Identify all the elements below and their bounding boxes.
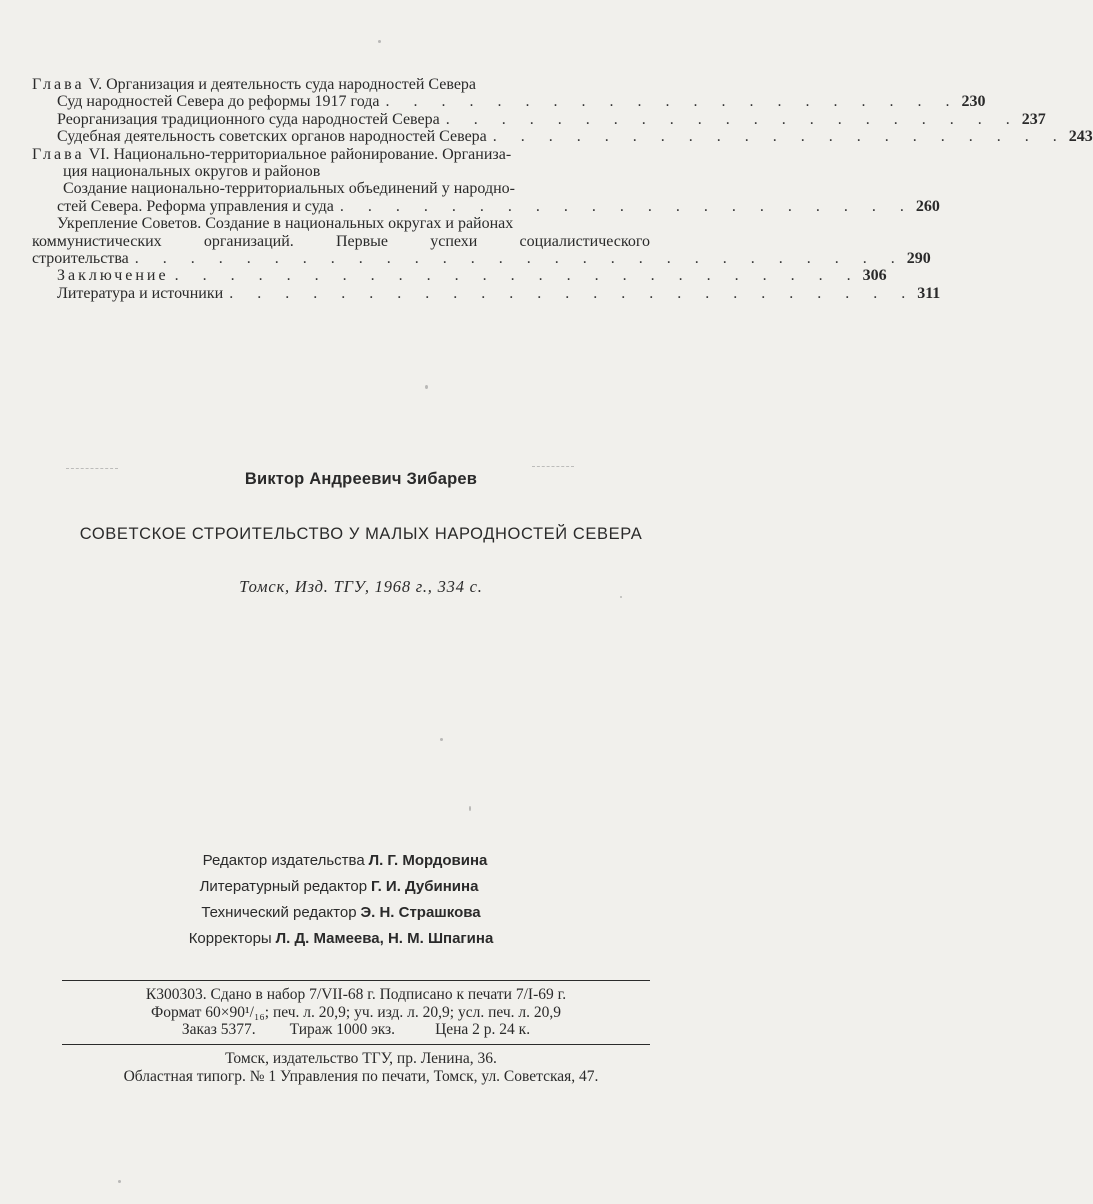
toc-entry-title: Литература и источники <box>57 284 224 302</box>
price: Цена 2 р. 24 к. <box>435 1021 531 1038</box>
credit-row <box>0 904 686 922</box>
paper-speck <box>378 40 381 43</box>
toc-page-number: 243 <box>1068 128 1093 146</box>
toc-page-number: 311 <box>917 284 941 302</box>
toc-entry-title: Реорганизация традиционного суда народностей Севера <box>57 110 440 128</box>
toc-page-number: 290 <box>906 250 931 268</box>
toc-entry <box>32 128 1093 146</box>
toc-entry-title-continued: коммунистических организаций. Первые успехи социалистического <box>32 232 650 250</box>
divider-rule <box>62 1044 650 1045</box>
credit-role: Корректоры <box>188 930 272 947</box>
toc-entry <box>32 267 887 285</box>
credit-row <box>0 852 690 870</box>
table-of-contents <box>32 76 1093 302</box>
toc-page-number: 237 <box>1021 110 1046 128</box>
toc-entry-title: Судебная деятельность советских органов народностей Севера <box>57 128 487 146</box>
toc-entry-title-continued: строительства <box>32 250 129 268</box>
toc-entry-title-continued: стей Севера. Реформа управления и суда <box>57 197 334 215</box>
publication-info: Томск, Изд. ТГУ, 1968 г., 334 с. <box>239 577 483 596</box>
toc-entry-title: Суд народностей Севера до реформы 1917 года <box>57 93 380 111</box>
toc-entry <box>32 93 986 111</box>
paper-mark <box>66 468 118 469</box>
book-author: Виктор Андреевич Зибарев <box>244 470 478 488</box>
paper-speck <box>620 596 622 598</box>
credit-name: Л. Г. Мордовина <box>368 852 488 869</box>
print-details-line <box>62 1021 650 1039</box>
toc-entry-title: Заключение <box>57 267 169 285</box>
toc-leader-dots: . . . . . . . . . . . . . . . . . . . . . <box>385 93 960 111</box>
paper-speck <box>425 385 428 389</box>
order-number: Заказ 5377. <box>181 1021 256 1038</box>
credit-name: Э. Н. Страшкова <box>360 904 481 921</box>
publisher-address: Томск, издательство ТГУ, пр. Ленина, 36. <box>225 1050 497 1067</box>
toc-leader-dots: . . . . . . . . . . . . . . . . . . . . . <box>339 197 914 215</box>
paper-speck <box>118 1180 121 1183</box>
toc-page-number: 260 <box>915 197 940 215</box>
toc-leader-dots: . . . . . . . . . . . . . . . . . . . . . . . . . <box>229 284 916 302</box>
credit-name: Г. И. Дубинина <box>370 878 479 895</box>
toc-leader-dots: . . . . . . . . . . . . . . . . . . . . . . . . . . . . <box>134 250 905 268</box>
toc-entry-title: Создание национально-территориальных объединений у народно- <box>63 180 515 198</box>
toc-entry <box>32 284 941 302</box>
publisher-footer <box>0 1050 722 1086</box>
credit-role: Технический редактор <box>201 904 357 921</box>
print-details <box>62 986 650 1039</box>
toc-page-number: 306 <box>862 267 887 285</box>
print-details-line: К300303. Сдано в набор 7/VII-68 г. Подписано к печати 7/I-69 г. <box>145 986 567 1003</box>
printer-address: Областная типогр. № 1 Управления по печати, Томск, ул. Советская, 47. <box>123 1068 599 1085</box>
credit-role: Литературный редактор <box>199 878 368 895</box>
toc-leader-dots: . . . . . . . . . . . . . . . . . . . . . . . . . <box>174 267 861 285</box>
toc-entry <box>32 250 931 268</box>
chapter-title: VI. Национально-территориальное районирование. Организа- <box>88 145 512 163</box>
paper-speck <box>440 738 443 741</box>
toc-leader-dots: . . . . . . . . . . . . . . . . . . . . . <box>445 110 1020 128</box>
chapter-label: Глава <box>32 145 85 163</box>
print-details-line: Формат 60×90¹/₁₆; печ. л. 20,9; уч. изд. л. 20,9; усл. печ. л. 20,9 <box>150 1003 562 1021</box>
toc-entry-title: Укрепление Советов. Создание в национальных округах и районах <box>57 215 514 233</box>
credit-name: Л. Д. Мамеева, Н. М. Шпагина <box>275 930 494 947</box>
toc-chapter-5-heading <box>32 76 650 93</box>
credit-role: Редактор издательства <box>202 852 365 869</box>
print-run: Тираж 1000 экз. <box>289 1021 396 1038</box>
book-title: СОВЕТСКОЕ СТРОИТЕЛЬСТВО У МАЛЫХ НАРОДНОСТЕЙ СЕВЕРА <box>79 525 643 543</box>
toc-entry <box>32 197 940 215</box>
chapter-label: Глава <box>32 76 85 93</box>
chapter-title: V. Организация и деятельность суда народностей Севера <box>88 76 477 93</box>
credit-row <box>0 930 686 948</box>
toc-leader-dots: . . . . . . . . . . . . . . . . . . . . . <box>492 128 1067 146</box>
paper-mark <box>532 466 574 467</box>
paper-speck <box>469 806 471 811</box>
divider-rule <box>62 980 650 981</box>
toc-chapter-6-heading <box>32 146 650 163</box>
toc-page-number: 230 <box>961 93 986 111</box>
toc-entry <box>32 110 1046 128</box>
credit-row <box>0 878 684 896</box>
chapter-title-continued: ция национальных округов и районов <box>63 163 321 181</box>
